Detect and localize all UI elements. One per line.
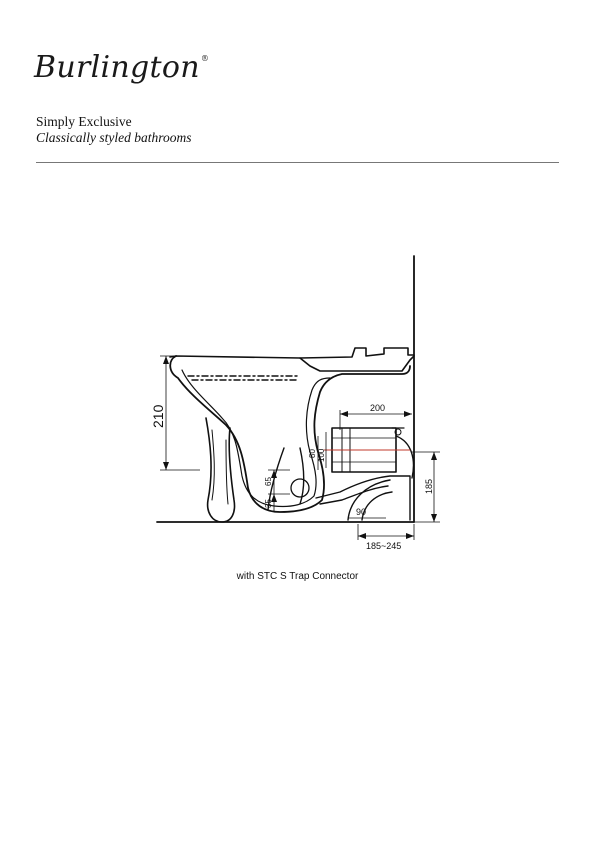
- rim-outline: [170, 356, 414, 371]
- dim-label-210: 210: [150, 404, 166, 428]
- brand-name: Burlington: [34, 50, 200, 85]
- dim-label-100: 100: [317, 448, 326, 462]
- toilet-side-elevation-drawing: [140, 250, 450, 560]
- dim-label-35: 35: [264, 499, 273, 508]
- pedestal-front: [206, 418, 235, 522]
- drawing-caption: with STC S Trap Connector: [236, 571, 359, 582]
- dim-label-90: 90: [356, 507, 367, 517]
- dim-label-80: 80: [308, 449, 317, 458]
- outlet-hole: [291, 479, 309, 497]
- cistern-plate: [300, 348, 414, 358]
- header-divider: [36, 162, 559, 163]
- tagline-primary: Simply Exclusive: [36, 114, 132, 129]
- registered-mark: ®: [200, 54, 210, 63]
- bowl-inner: [182, 370, 330, 507]
- pedestal-inner: [212, 430, 228, 504]
- dim-label-65: 65: [264, 477, 273, 486]
- water-surface: [188, 376, 300, 380]
- tagline-secondary: Classically styled bathrooms: [36, 130, 192, 145]
- dim-label-185-245: 185~245: [366, 541, 402, 551]
- brand-logo: [34, 50, 208, 85]
- dim-label-185: 185: [424, 478, 434, 494]
- dim-label-200: 200: [370, 403, 386, 413]
